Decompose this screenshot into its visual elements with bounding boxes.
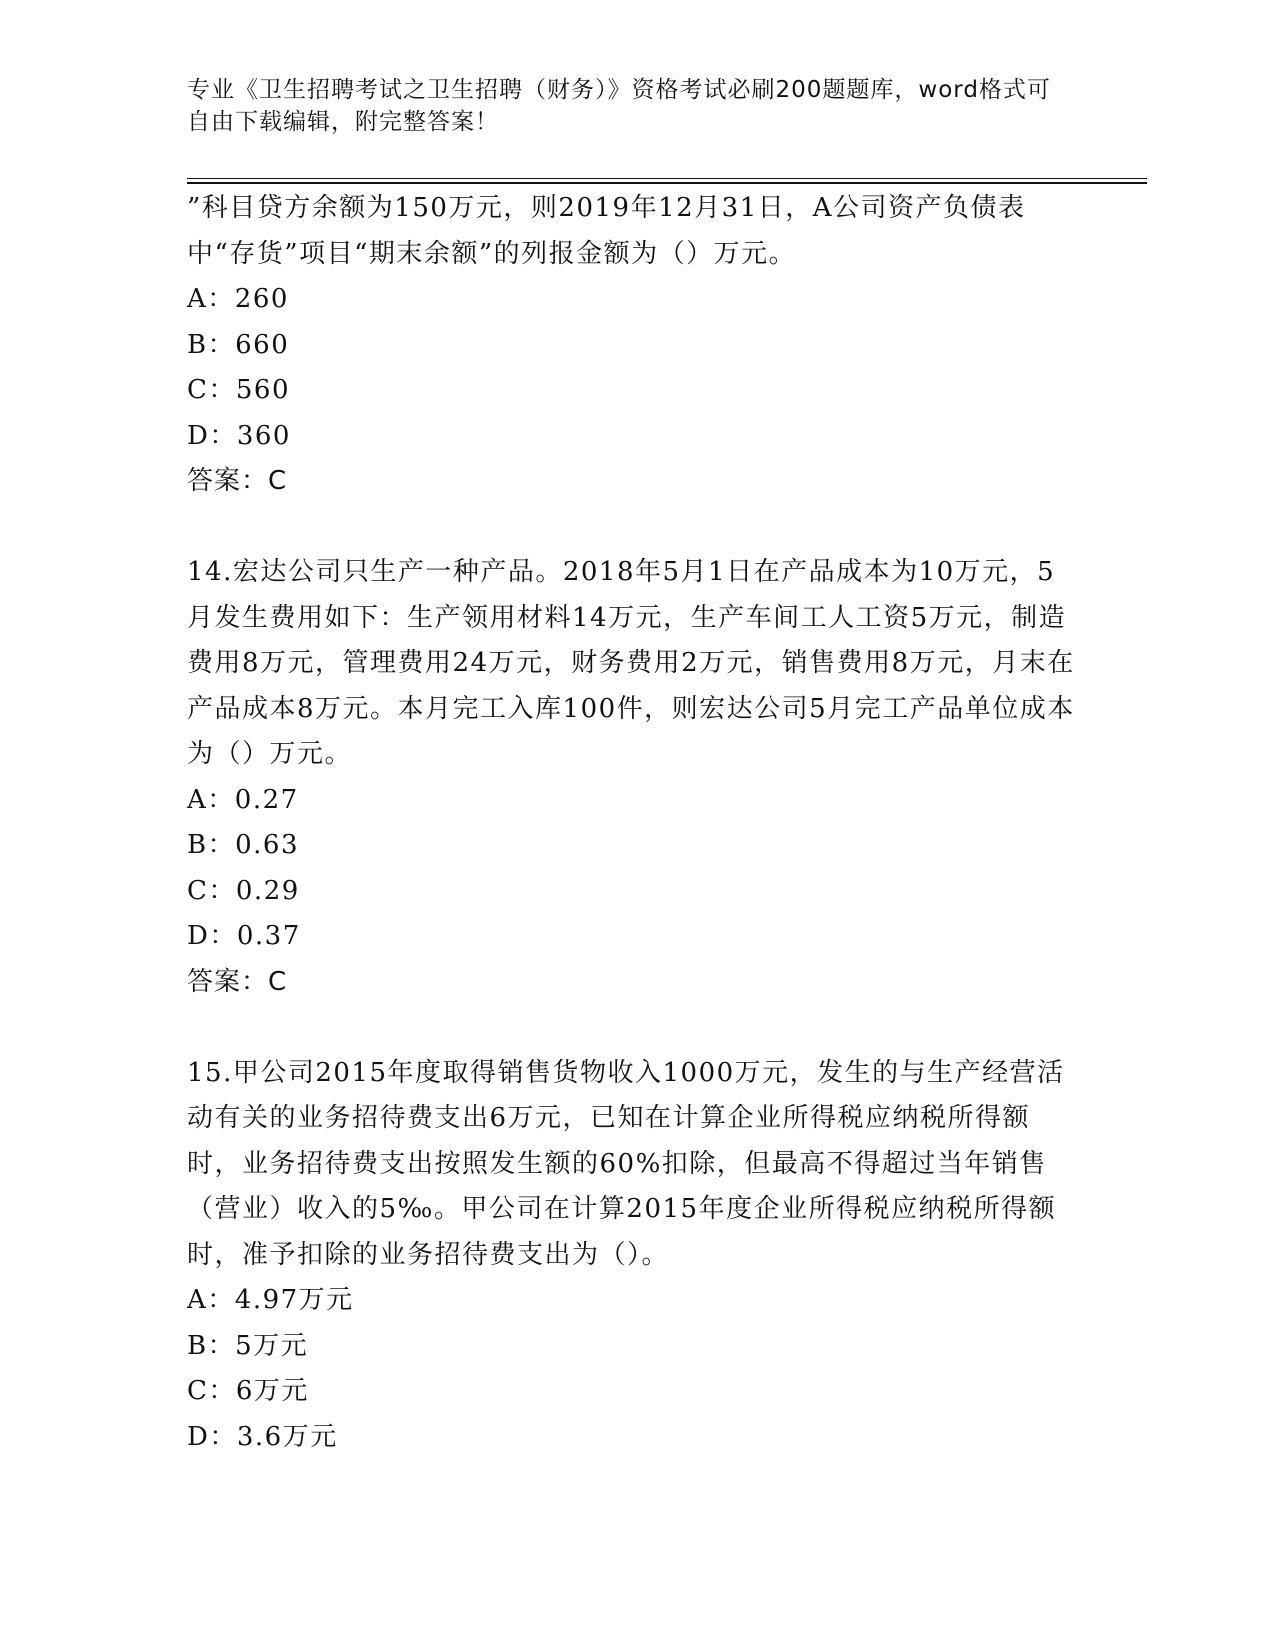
question-block-15 xyxy=(187,1051,1077,1461)
option-a: A：260 xyxy=(187,284,289,314)
option-c: C：6万元 xyxy=(187,1376,309,1406)
question-text: ”科目贷方余额为150万元，则2019年12月31日，A公司资产负债表中“存货”项目“期末余额”的列报金额为（）万元。 xyxy=(187,193,1026,269)
option-a: A：4.97万元 xyxy=(187,1285,354,1315)
option-b: B：5万元 xyxy=(187,1330,309,1361)
question-block-13 xyxy=(187,186,1077,505)
question-text: 15.甲公司2015年度取得销售货物收入1000万元，发生的与生产经营活动有关的业务招待费支出6万元，已知在计算企业所得税应纳税所得额时，业务招待费支出按照发生额的60%扣除，但最高不得超过当年销售（营业）收入的5‰。甲公司在计算2015年度企业所得税应纳税所得额时，准予扣除的业务招待费支出为（）。 xyxy=(187,1057,1065,1270)
header-divider-thin xyxy=(187,178,1147,179)
answer-line: 答案：C xyxy=(187,466,288,496)
header-divider-thick xyxy=(187,182,1147,184)
option-a: A：0.27 xyxy=(187,784,299,815)
option-b: B：0.63 xyxy=(187,830,299,860)
spacer xyxy=(187,1005,1077,1051)
option-d: D：360 xyxy=(187,420,291,451)
spacer xyxy=(187,505,1077,551)
question-block-14 xyxy=(187,550,1077,1005)
option-c: C：560 xyxy=(187,375,291,405)
page-header: 专业《卫生招聘考试之卫生招聘（财务）》资格考试必刷200题题库，word格式可自由下载编辑，附完整答案！ xyxy=(187,77,1051,135)
option-b: B：660 xyxy=(187,329,290,360)
option-d: D：3.6万元 xyxy=(187,1421,338,1452)
question-list xyxy=(187,186,1077,1460)
option-c: C：0.29 xyxy=(187,875,300,906)
option-d: D：0.37 xyxy=(187,921,301,951)
answer-line: 答案：C xyxy=(187,966,288,997)
question-text: 14.宏达公司只生产一种产品。2018年5月1日在产品成本为10万元，5月发生费用如下：生产领用材料14万元，生产车间工人工资5万元，制造费用8万元，管理费用24万元，财务费用2万元，销售费用8万元，月末在产品成本8万元。本月完工入库100件，则宏达公司5月完工产品单位成本为（）万元。 xyxy=(187,557,1075,769)
